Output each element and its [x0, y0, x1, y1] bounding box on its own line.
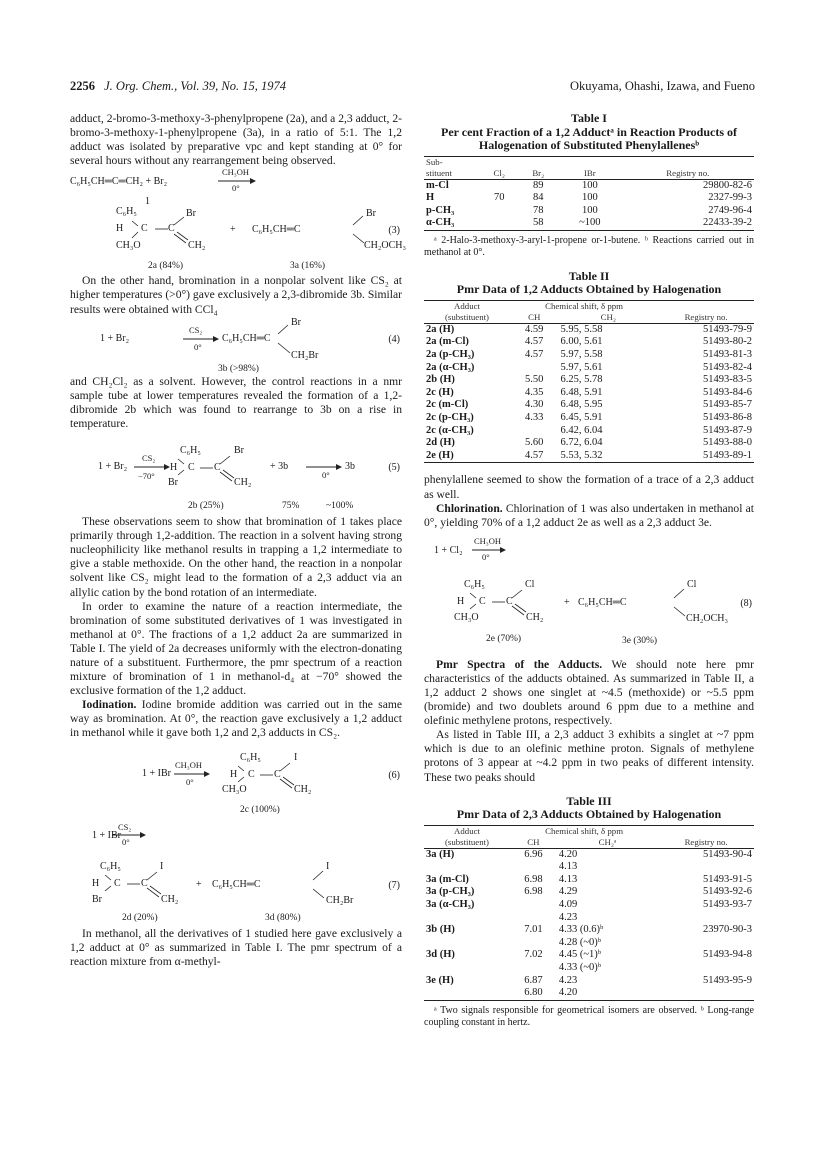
- equation-number: (4): [388, 333, 400, 345]
- table-cell: 4.57: [525, 336, 544, 348]
- table-row: [424, 437, 754, 450]
- table-cell: 6.25, 5.78: [560, 374, 603, 386]
- column-header: Sub- stituent: [424, 156, 480, 179]
- table-cell: 2a (α-CH₃): [426, 361, 475, 373]
- methylene-label: CH₂: [526, 611, 544, 623]
- carbon-label: C: [168, 223, 175, 235]
- column-header: Registry no.: [622, 156, 754, 179]
- bromo-label: Br: [291, 316, 301, 328]
- table-cell: 51493-80-2: [703, 336, 752, 348]
- iodo-label: I: [294, 751, 298, 763]
- table-cell: 100: [581, 192, 598, 204]
- table-row: [424, 886, 754, 899]
- table-cell: 51493-89-1: [658, 450, 754, 463]
- column-header: Registry no.: [658, 825, 754, 848]
- plus-sign: +: [196, 878, 202, 890]
- table-cell: [510, 362, 558, 375]
- table-row: [424, 899, 754, 924]
- header-left: [70, 79, 286, 94]
- table-cell: m-Cl: [426, 179, 449, 191]
- equation-number: (7): [388, 879, 400, 891]
- table-cell: 6.00, 5.61: [560, 336, 603, 348]
- equation-5: [70, 437, 402, 515]
- product-caption: 2d (20%): [122, 912, 158, 923]
- table-cell: 4.33: [525, 412, 544, 424]
- column-header: CH: [510, 837, 557, 849]
- table-row: [424, 975, 754, 1001]
- table-cell: 2a (p-CH₃): [426, 349, 475, 361]
- vinyl-label: C₆H₅CH═C: [578, 596, 627, 608]
- paragraph: [424, 502, 754, 530]
- table-cell: 22433-39-2: [622, 217, 754, 230]
- table-cell: 51493-79-9: [703, 323, 752, 335]
- equation-number: (6): [388, 769, 400, 781]
- table-cell: 2a (H): [426, 323, 455, 335]
- table-title: Table I: [571, 111, 607, 125]
- table-cell: 51493-95-9: [658, 975, 754, 1001]
- column-header: Adduct (substituent): [424, 825, 510, 848]
- table-3-grid: [424, 825, 754, 1001]
- table-cell: 51493-90-4: [703, 848, 752, 860]
- iodo-label: I: [326, 860, 330, 872]
- eq-condition-top: CH₃OH: [222, 167, 250, 178]
- table-cell: α-CH₃: [424, 217, 480, 230]
- table-cell: 51493-92-6: [703, 886, 752, 898]
- hydrogen-label: H: [230, 768, 238, 780]
- phenyl-label: C₆H₅: [116, 206, 137, 218]
- table-cell: 4.13: [558, 873, 578, 885]
- eq-condition-top: CH₃OH: [175, 759, 203, 770]
- table-cell: 51493-88-0: [703, 437, 752, 449]
- table-cell: 2327-99-3: [708, 192, 752, 204]
- table-cell: 6.98: [524, 886, 543, 898]
- product-caption: 75%: [282, 501, 300, 512]
- paragraph-text: Iodine bromide addition was carried out in the same way as bromination. At 0°, the reaction gave exclusively a 1,2 adduct in methanol while it gave both 1,2 and 2,3 adducts in CS₂.: [70, 698, 403, 740]
- paragraph: [70, 698, 402, 740]
- table-cell: [510, 899, 557, 924]
- equation-3: [70, 167, 406, 274]
- table-cell: 100: [581, 179, 598, 191]
- paragraph: These observations seem to show that bromination of 1 takes place primarily through 1,2-addition. The reaction in a solvent having strong nucleophilicity like methanol results in trapping a 1,2 intermediate to give a stable methoxide. On the other hand, the reaction in a nonpolar solvent like CS₂ might lead to the formation of a 2,3 adduct via an allylic cation by the bond rotation of an intermediate.: [70, 515, 402, 599]
- carbon-label: C: [214, 462, 221, 474]
- eq-condition-bottom: 0°: [482, 551, 490, 562]
- table-cell: 3a (H): [426, 848, 455, 860]
- table-cell: 7.02: [524, 949, 543, 961]
- table-row: [424, 412, 754, 425]
- hydrogen-label: H: [170, 462, 178, 474]
- product-caption: 3b (>98%): [218, 363, 259, 374]
- table-caption: Pmr Data of 1,2 Adducts Obtained by Halogenation: [456, 282, 722, 297]
- table-cell: 51493-93-7: [703, 899, 752, 910]
- chloro-label: Cl: [525, 578, 535, 590]
- table-cell: 3e (H): [424, 975, 510, 1001]
- table-cell: 6.72, 6.04: [560, 437, 603, 449]
- paragraph: In methanol, all the derivatives of 1 studied here gave exclusively a 1,2 adduct at 0° as summarized in Table I. The pmr spectrum of a reaction mixture from α-methyl-: [70, 926, 402, 968]
- table-cell: [480, 217, 518, 230]
- table-cell: 6.42, 6.04: [560, 424, 603, 436]
- table-cell: 4.20 4.13: [558, 848, 578, 873]
- equation-6: [70, 747, 402, 823]
- equation-number: (3): [388, 225, 400, 237]
- eq-reactant: 1 + Br₂: [98, 461, 128, 473]
- equation-4: [70, 317, 402, 375]
- table-cell: 4.35: [525, 386, 544, 398]
- methoxymethyl-label: CH₂OCH₃: [686, 612, 728, 624]
- table-footnote: ᵃ Two signals responsible for geometrical isomers are observed. ᵇ Long-range coupling constant in hertz.: [424, 1004, 754, 1029]
- carbon-label: C: [114, 877, 121, 889]
- right-text-1: [424, 473, 754, 529]
- table-cell: 2c (H): [426, 386, 454, 398]
- table-cell: 4.57: [525, 349, 544, 361]
- table-cell: 29800-82-6: [703, 179, 752, 191]
- table-cell: 2c (α-CH₃): [426, 424, 474, 436]
- table-row: [424, 336, 754, 349]
- equation-number: (5): [388, 462, 400, 474]
- bromo-label: Br: [92, 893, 102, 905]
- hydrogen-label: H: [457, 595, 465, 607]
- column-header: Br₂: [518, 156, 558, 179]
- phenyl-label: C₆H₅: [180, 445, 201, 457]
- table-cell: 5.50: [525, 374, 544, 386]
- product-caption: 3a (16%): [290, 261, 326, 272]
- paragraph-text: We should note here pmr characteristics of the adducts obtained. As summarized in Table II, a 1,2 adduct 2 shows one singlet at ~4.5 (methoxide) or ~5.5 ppm (bromide) and two doublets around 6 ppm due to a methine and olefinic methylene protons, respectively.: [424, 657, 754, 728]
- table-cell: 84: [533, 192, 544, 204]
- eq-condition-top: CS₂: [189, 324, 203, 335]
- methoxy-label: CH₃O: [116, 240, 141, 252]
- eq-condition-top: CH₃OH: [474, 535, 502, 546]
- eq-condition-bottom: 0°: [194, 341, 202, 352]
- paragraph-text: Chlorination of 1 was also undertaken in methanol at 0°, yielding 70% of a 1,2 adduct 2e as well as a 2,3 adduct 3e.: [424, 501, 754, 529]
- product-caption: 2e (70%): [486, 633, 522, 644]
- eq-mid: + 3b: [270, 461, 289, 473]
- bromo-label: Br: [366, 208, 376, 220]
- vinyl-label: C₆H₅CH═C: [212, 878, 261, 890]
- equation-7: [70, 823, 402, 927]
- table-cell: 4.09 4.23: [558, 899, 578, 923]
- bromo-label: Br: [186, 208, 196, 220]
- right-text-2: [424, 658, 754, 785]
- table-cell: 51493-87-9: [703, 424, 752, 436]
- equation-8: [424, 536, 754, 652]
- table-cell: 2d (H): [426, 437, 455, 449]
- methoxymethyl-label: CH₂OCH₃: [364, 240, 406, 252]
- phenyl-label: C₆H₅: [464, 578, 485, 590]
- table-cell: 4.33 (0.6)ᵇ 4.28 (~0)ᵇ: [558, 924, 604, 948]
- right-column: [424, 112, 754, 1030]
- table-cell: 6.45, 5.91: [560, 412, 603, 424]
- table-cell: 78: [533, 204, 544, 216]
- compound-number: 1: [145, 196, 150, 208]
- group-header: Chemical shift, δ ppm: [510, 300, 658, 312]
- table-row: [424, 949, 754, 974]
- column-header: CH₂ᵃ: [557, 837, 658, 849]
- running-header: [70, 79, 755, 99]
- table-cell: [480, 179, 518, 192]
- table-row: [424, 387, 754, 400]
- table-row: [424, 217, 754, 230]
- eq-condition-bottom: −70°: [138, 471, 155, 482]
- carbon-label: C: [141, 223, 148, 235]
- bromo-label: Br: [234, 445, 244, 457]
- methylene-label: CH₂: [188, 240, 206, 252]
- column-header: Cl₂: [480, 156, 518, 179]
- table-cell: H: [426, 192, 435, 204]
- table-cell: 4.57: [510, 450, 558, 463]
- table-row: [424, 179, 754, 192]
- table-cell: 5.97, 5.58: [560, 349, 603, 361]
- bromomethyl-label: CH₂Br: [291, 349, 319, 361]
- plus-sign: +: [564, 596, 570, 608]
- table-cell: 2b (H): [426, 374, 455, 386]
- eq-condition-top: CS₂: [142, 453, 156, 464]
- eq-reactant: 1 + Br₂: [100, 332, 130, 344]
- table-footnote: ᵃ 2-Halo-3-methoxy-3-aryl-1-propene or-1-butene. ᵇ Reactions carried out in methanol at 0°.: [424, 234, 754, 259]
- table-cell: 51493-82-4: [703, 361, 752, 373]
- paragraph: As listed in Table III, a 2,3 adduct 3 exhibits a singlet at ~7 ppm which is due to an olefinic methine proton. Signals of methylene protons of 3 appear at ~4.2 ppm in two peaks of different intensity. These two peaks should: [424, 728, 754, 784]
- methoxy-label: CH₃O: [454, 611, 479, 623]
- run-in-heading: Pmr Spectra of the Adducts.: [436, 657, 603, 671]
- table-cell: 23970-90-3: [703, 924, 752, 936]
- run-in-heading: Iodination.: [82, 698, 137, 712]
- column-header: CH₂: [558, 312, 658, 324]
- paragraph: [424, 658, 754, 728]
- methylene-label: CH₂: [234, 477, 252, 489]
- left-column: [70, 112, 406, 969]
- carbon-label: C: [188, 462, 195, 474]
- table-cell: 4.59: [525, 323, 544, 335]
- table-cell: 2a (m-Cl): [426, 336, 469, 348]
- table-cell: 6.87 6.80: [510, 975, 557, 1001]
- table-title: Table II: [568, 268, 610, 283]
- product-caption: 3e (30%): [622, 635, 658, 646]
- table-caption: Per cent Fraction of a 1,2 Adductᵃ in Reaction Products of Halogenation of Substituted Phenylallenesᵇ: [440, 124, 738, 152]
- table-row: [424, 450, 754, 463]
- table-cell: 51493-94-8: [703, 949, 752, 961]
- run-in-heading: Chlorination.: [436, 501, 503, 515]
- bromomethyl-label: CH₂Br: [326, 894, 354, 906]
- table-cell: 58: [518, 217, 558, 230]
- table-caption: Pmr Data of 2,3 Adducts Obtained by Halogenation: [456, 807, 722, 822]
- table-cell: 89: [533, 179, 544, 191]
- table-cell: [510, 425, 558, 438]
- vinyl-label: C₆H₅CH═C: [222, 332, 271, 344]
- table-cell: 51493-83-5: [703, 374, 752, 386]
- table-cell: 4.30: [525, 399, 544, 411]
- table-1: [424, 112, 754, 260]
- phenyl-label: C₆H₅: [240, 751, 261, 763]
- table-2-grid: [424, 300, 754, 464]
- column-header: Registry no.: [658, 300, 754, 323]
- table-cell: 51493-85-7: [703, 399, 752, 411]
- table-2: [424, 270, 754, 464]
- eq-reactant: 1 + Cl₂: [434, 544, 463, 556]
- table-cell: 5.95, 5.58: [560, 323, 603, 335]
- chloro-label: Cl: [687, 578, 697, 590]
- table-cell: 3a (α-CH₃): [426, 899, 475, 910]
- iodo-label: I: [160, 860, 164, 872]
- paragraph: and CH₂Cl₂ as a solvent. However, the control reactions in a nmr sample tube at lower temperatures revealed the formation of a 1,2-dibromide 2b which was found to rearrange to 3b on a rise in temperature.: [70, 374, 402, 430]
- group-header: Chemical shift, δ ppm: [510, 825, 658, 837]
- table-cell: 6.48, 5.91: [560, 386, 603, 398]
- table-cell: 2c (p-CH₃): [426, 412, 474, 424]
- vinyl-label: C₆H₅CH═C: [252, 224, 301, 236]
- methylene-label: CH₂: [294, 783, 312, 795]
- table-cell: 70: [493, 192, 505, 204]
- table-row: [424, 425, 754, 438]
- column-header: CH: [510, 312, 558, 324]
- table-cell: 6.96: [524, 848, 543, 860]
- methoxy-label: CH₃O: [222, 783, 247, 795]
- table-row: [424, 848, 754, 874]
- table-cell: p-CH₃: [426, 204, 455, 216]
- table-cell: 3a (p-CH₃): [426, 886, 475, 898]
- product-caption: 2a (84%): [148, 261, 184, 272]
- eq-reactant: C₆H₅CH═C═CH₂ + Br₂: [70, 176, 168, 188]
- table-cell: 5.97, 5.61: [560, 361, 603, 373]
- table-cell: 2e (H): [424, 450, 510, 463]
- eq-reactant: 1 + IBr: [92, 829, 121, 841]
- table-row: [424, 399, 754, 412]
- table-3: [424, 795, 754, 1030]
- table-row: [424, 374, 754, 387]
- carbon-label: C: [141, 877, 148, 889]
- table-cell: 4.29: [558, 886, 578, 898]
- table-cell: 2749-96-4: [708, 204, 752, 216]
- table-row: [424, 349, 754, 362]
- paragraph: In order to examine the nature of a reaction intermediate, the bromination of some substituted derivatives of 1 was investigated in methanol at 0°. The fractions of a 1,2 adduct 2a are summarized in Table I. The yield of 2a decreases uniformly with the electron-donating nature of a substituent. Furthermore, the pmr spectrum of a reaction mixture of bromination of 1 in methanol-d₄ at −70° showed the exclusive formation of the 1,2 adduct.: [70, 599, 402, 698]
- table-cell: [480, 205, 518, 218]
- table-row: [424, 192, 754, 205]
- table-cell: 4.45 (~1)ᵇ 4.33 (~0)ᵇ: [558, 949, 602, 973]
- eq-condition-bottom: 0°: [186, 776, 194, 787]
- eq-reactant: 1 + IBr: [142, 767, 171, 779]
- table-row: [424, 323, 754, 336]
- eq3-bonds: [70, 168, 402, 274]
- paragraph: phenylallene seemed to show the formation of a trace of a 2,3 adduct as well.: [424, 473, 754, 501]
- eq-condition-bottom: 0°: [232, 183, 240, 194]
- paragraph: adduct, 2-bromo-3-methoxy-3-phenylpropene (2a), and a 2,3 adduct, 2-bromo-3-methoxy-1-phenylpropene (3a), in a ratio of 5:1. The 1,2 adduct was isolated by preparative vpc and kept standing at 0° for several hours without any rearrangement being observed.: [70, 112, 402, 168]
- table-cell: 5.53, 5.32: [558, 450, 658, 463]
- eq-condition-top: CS₂: [118, 821, 132, 832]
- author-line: Okuyama, Ohashi, Izawa, and Fueno: [569, 79, 755, 93]
- table-cell: 51493-91-5: [703, 873, 752, 885]
- table-cell: 6.48, 5.95: [560, 399, 603, 411]
- eq-condition-bottom: 0°: [122, 836, 130, 847]
- eq-product: 3b: [345, 461, 355, 473]
- carbon-label: C: [506, 595, 513, 607]
- table-cell: 51493-84-6: [703, 386, 752, 398]
- table-cell: 51493-81-3: [703, 349, 752, 361]
- table-cell: 3b (H): [426, 924, 455, 936]
- table-1-grid: [424, 156, 754, 231]
- product-caption: ~100%: [326, 501, 354, 512]
- table-cell: 7.01: [524, 924, 543, 936]
- plus-sign: +: [230, 224, 236, 236]
- table-cell: 100: [581, 204, 598, 216]
- table-cell: 3a (m-Cl): [426, 873, 469, 885]
- eq-condition-bottom: 0°: [322, 470, 330, 481]
- table-cell: ~100: [558, 217, 622, 230]
- table-row: [424, 924, 754, 949]
- product-caption: 2b (25%): [188, 501, 224, 512]
- page-number: 2256: [70, 79, 95, 93]
- table-cell: 6.98: [524, 873, 543, 885]
- column-header: Adduct (substituent): [424, 300, 510, 323]
- carbon-label: C: [274, 768, 281, 780]
- equation-number: (8): [740, 597, 752, 609]
- table-row: [424, 874, 754, 887]
- product-caption: 2c (100%): [240, 804, 280, 815]
- journal-citation: J. Org. Chem., Vol. 39, No. 15, 1974: [104, 79, 286, 93]
- bromo-label: Br: [168, 477, 178, 489]
- table-row: [424, 362, 754, 375]
- column-header: IBr: [558, 156, 622, 179]
- paragraph: On the other hand, bromination in a nonpolar solvent like CS₂ at higher temperatures (>0°) gave exclusively a 2,3-dibromide 3b. Similar results were obtained with CCl₄: [70, 274, 402, 316]
- carbon-label: C: [479, 595, 486, 607]
- table-cell: 4.23 4.20: [557, 975, 658, 1001]
- table-cell: 5.60: [525, 437, 544, 449]
- product-caption: 3d (80%): [265, 912, 301, 923]
- phenyl-label: C₆H₅: [100, 860, 121, 872]
- table-cell: 51493-86-8: [703, 412, 752, 424]
- table-cell: 3d (H): [426, 949, 455, 961]
- eq8-bonds: [424, 536, 754, 652]
- hydrogen-label: H: [116, 223, 124, 235]
- table-title: Table III: [566, 793, 612, 808]
- table-cell: 2c (m-Cl): [426, 399, 469, 411]
- table-row: [424, 205, 754, 218]
- hydrogen-label: H: [92, 877, 100, 889]
- methylene-label: CH₂: [161, 893, 179, 905]
- carbon-label: C: [248, 768, 255, 780]
